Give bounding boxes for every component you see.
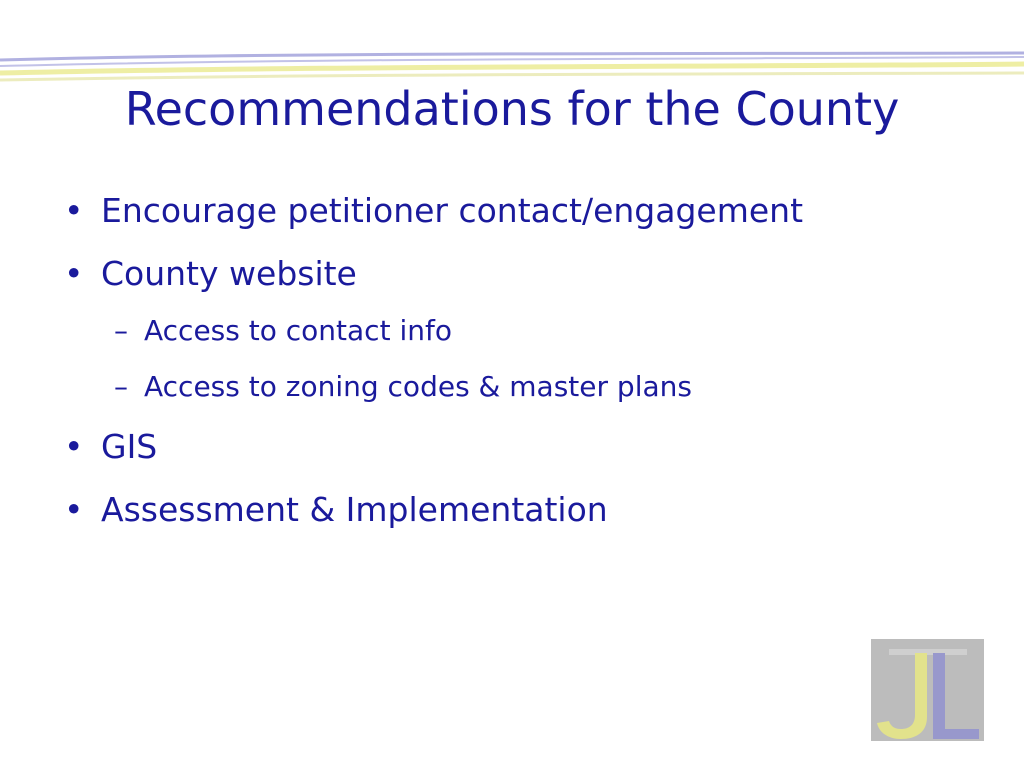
bullet-text: County website bbox=[101, 254, 357, 294]
sub-item-text: Access to zoning codes & master plans bbox=[144, 369, 692, 403]
bullet-marker: • bbox=[64, 489, 84, 529]
bullet-item-assessment bbox=[64, 489, 964, 530]
sub-item-text: Access to contact info bbox=[144, 313, 452, 347]
bullet-item-petitioner-contact bbox=[64, 190, 964, 231]
bullet-marker: • bbox=[64, 254, 84, 294]
sub-item-zoning-codes bbox=[64, 369, 964, 404]
bullet-text: GIS bbox=[101, 426, 158, 466]
jl-monogram-logo bbox=[871, 639, 984, 741]
bullet-text: Encourage petitioner contact/engagement bbox=[101, 191, 804, 230]
bullet-marker: • bbox=[64, 191, 84, 230]
bullet-marker: • bbox=[64, 426, 84, 466]
bullet-item-gis bbox=[64, 426, 964, 467]
bullet-list bbox=[64, 190, 964, 530]
sub-bullet-marker: – bbox=[114, 369, 128, 403]
bullet-item-county-website bbox=[64, 253, 964, 294]
bullet-text: Assessment & Implementation bbox=[101, 489, 608, 529]
slide-title: Recommendations for the County bbox=[124, 82, 900, 136]
sub-item-contact-info bbox=[64, 313, 964, 348]
sub-bullet-marker: – bbox=[114, 313, 128, 347]
